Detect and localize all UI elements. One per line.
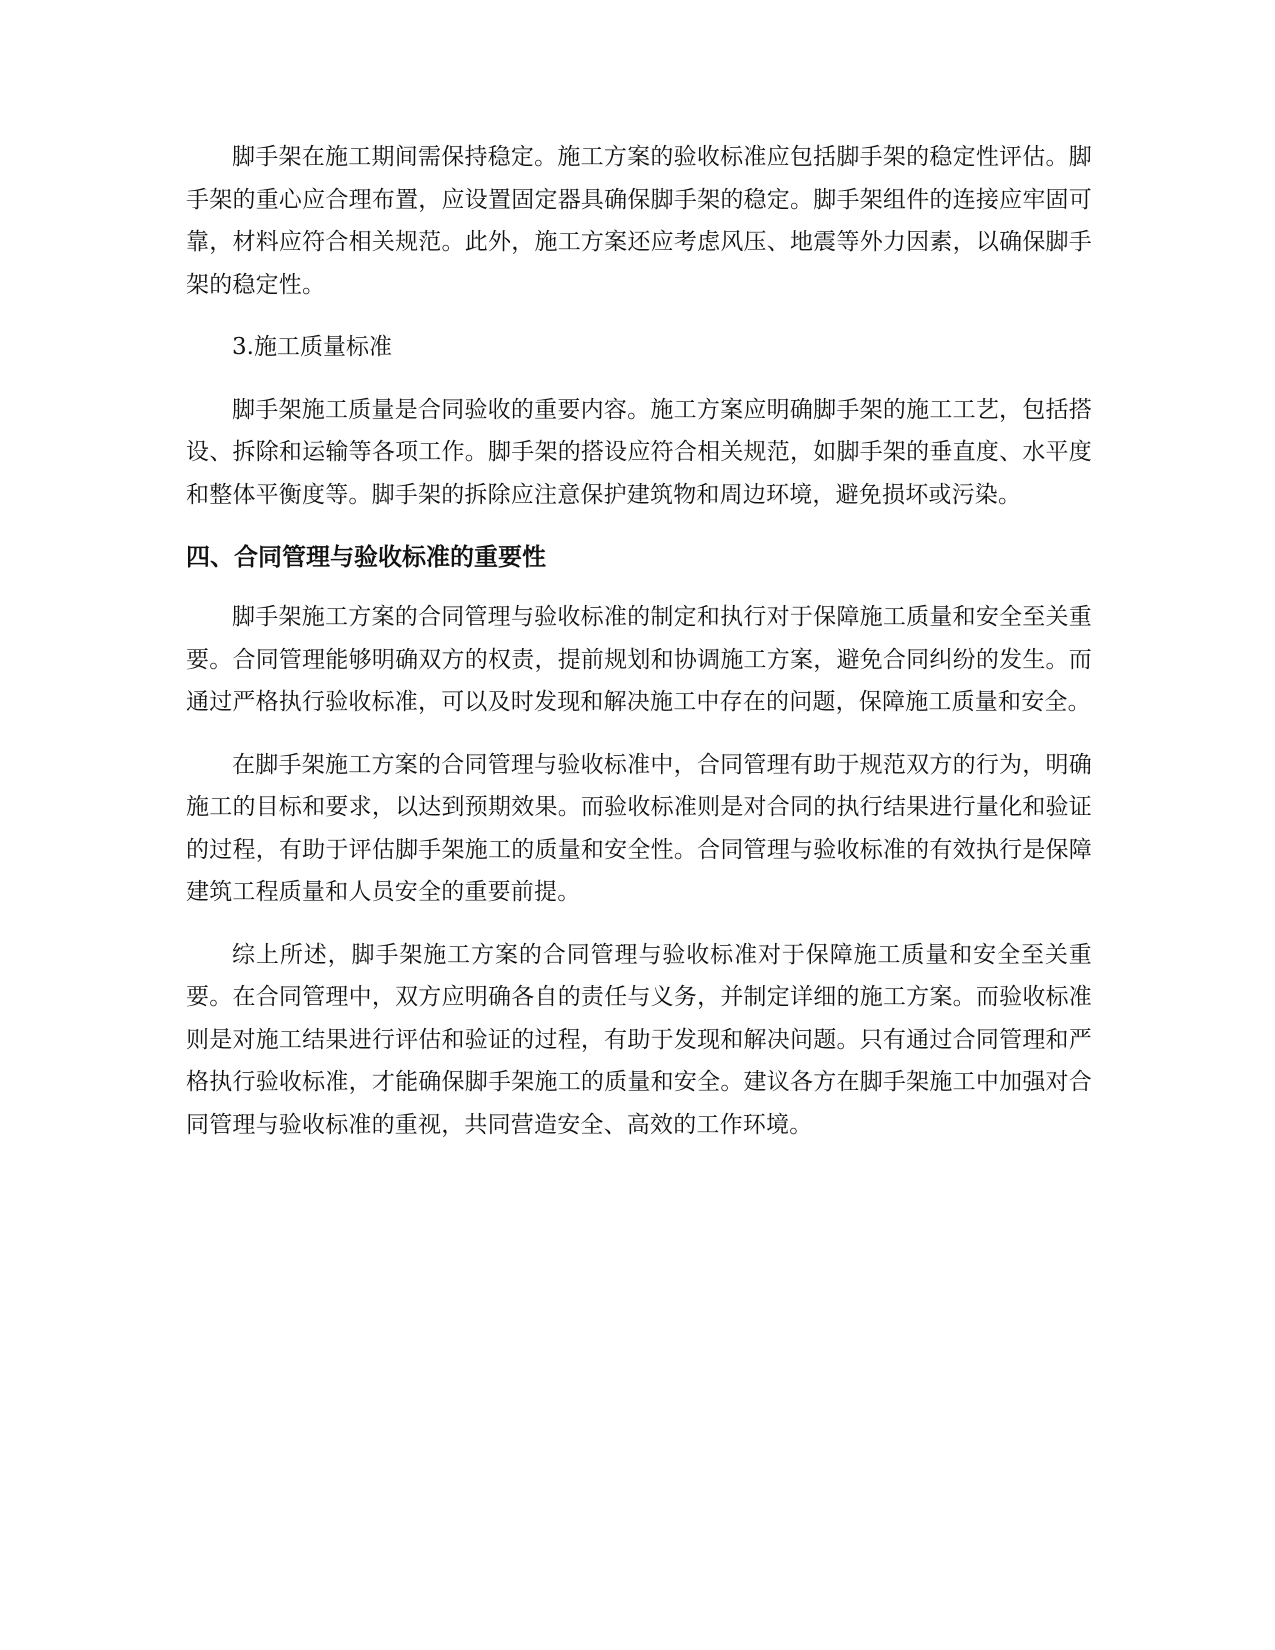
- section-heading-importance: 四、合同管理与验收标准的重要性: [186, 543, 546, 571]
- paragraph-scaffold-stability: 脚手架在施工期间需保持稳定。施工方案的验收标准应包括脚手架的稳定性评估。脚手架的重心应合理布置，应设置固定器具确保脚手架的稳定。脚手架组件的连接应牢固可靠，材料应符合相关规范。此外，施工方案还应考虑风压、地震等外力因素，以确保脚手架的稳定性。: [186, 144, 1092, 298]
- subheading-construction-quality: 3.施工质量标准: [232, 334, 392, 360]
- document-page: [186, 136, 1092, 1166]
- paragraph-importance-intro: 脚手架施工方案的合同管理与验收标准的制定和执行对于保障施工质量和安全至关重要。合同管理能够明确双方的权责，提前规划和协调施工方案，避免合同纠纷的发生。而通过严格执行验收标准，可以及时发现和解决施工中存在的问题，保障施工质量和安全。: [186, 604, 1092, 715]
- paragraph-construction-quality: 脚手架施工质量是合同验收的重要内容。施工方案应明确脚手架的施工工艺，包括搭设、拆除和运输等各项工作。脚手架的搭设应符合相关规范，如脚手架的垂直度、水平度和整体平衡度等。脚手架的拆除应注意保护建筑物和周边环境，避免损坏或污染。: [186, 396, 1092, 508]
- paragraph-conclusion: 综上所述，脚手架施工方案的合同管理与验收标准对于保障施工质量和安全至关重要。在合同管理中，双方应明确各自的责任与义务，并制定详细的施工方案。而验收标准则是对施工结果进行评估和验证的过程，有助于发现和解决问题。只有通过合同管理和严格执行验收标准，才能确保脚手架施工的质量和安全。建议各方在脚手架施工中加强对合同管理与验收标准的重视，共同营造安全、高效的工作环境。: [186, 941, 1092, 1138]
- paragraph-contract-management: 在脚手架施工方案的合同管理与验收标准中，合同管理有助于规范双方的行为，明确施工的目标和要求，以达到预期效果。而验收标准则是对合同的执行结果进行量化和验证的过程，有助于评估脚手架施工的质量和安全性。合同管理与验收标准的有效执行是保障建筑工程质量和人员安全的重要前提。: [186, 751, 1092, 905]
